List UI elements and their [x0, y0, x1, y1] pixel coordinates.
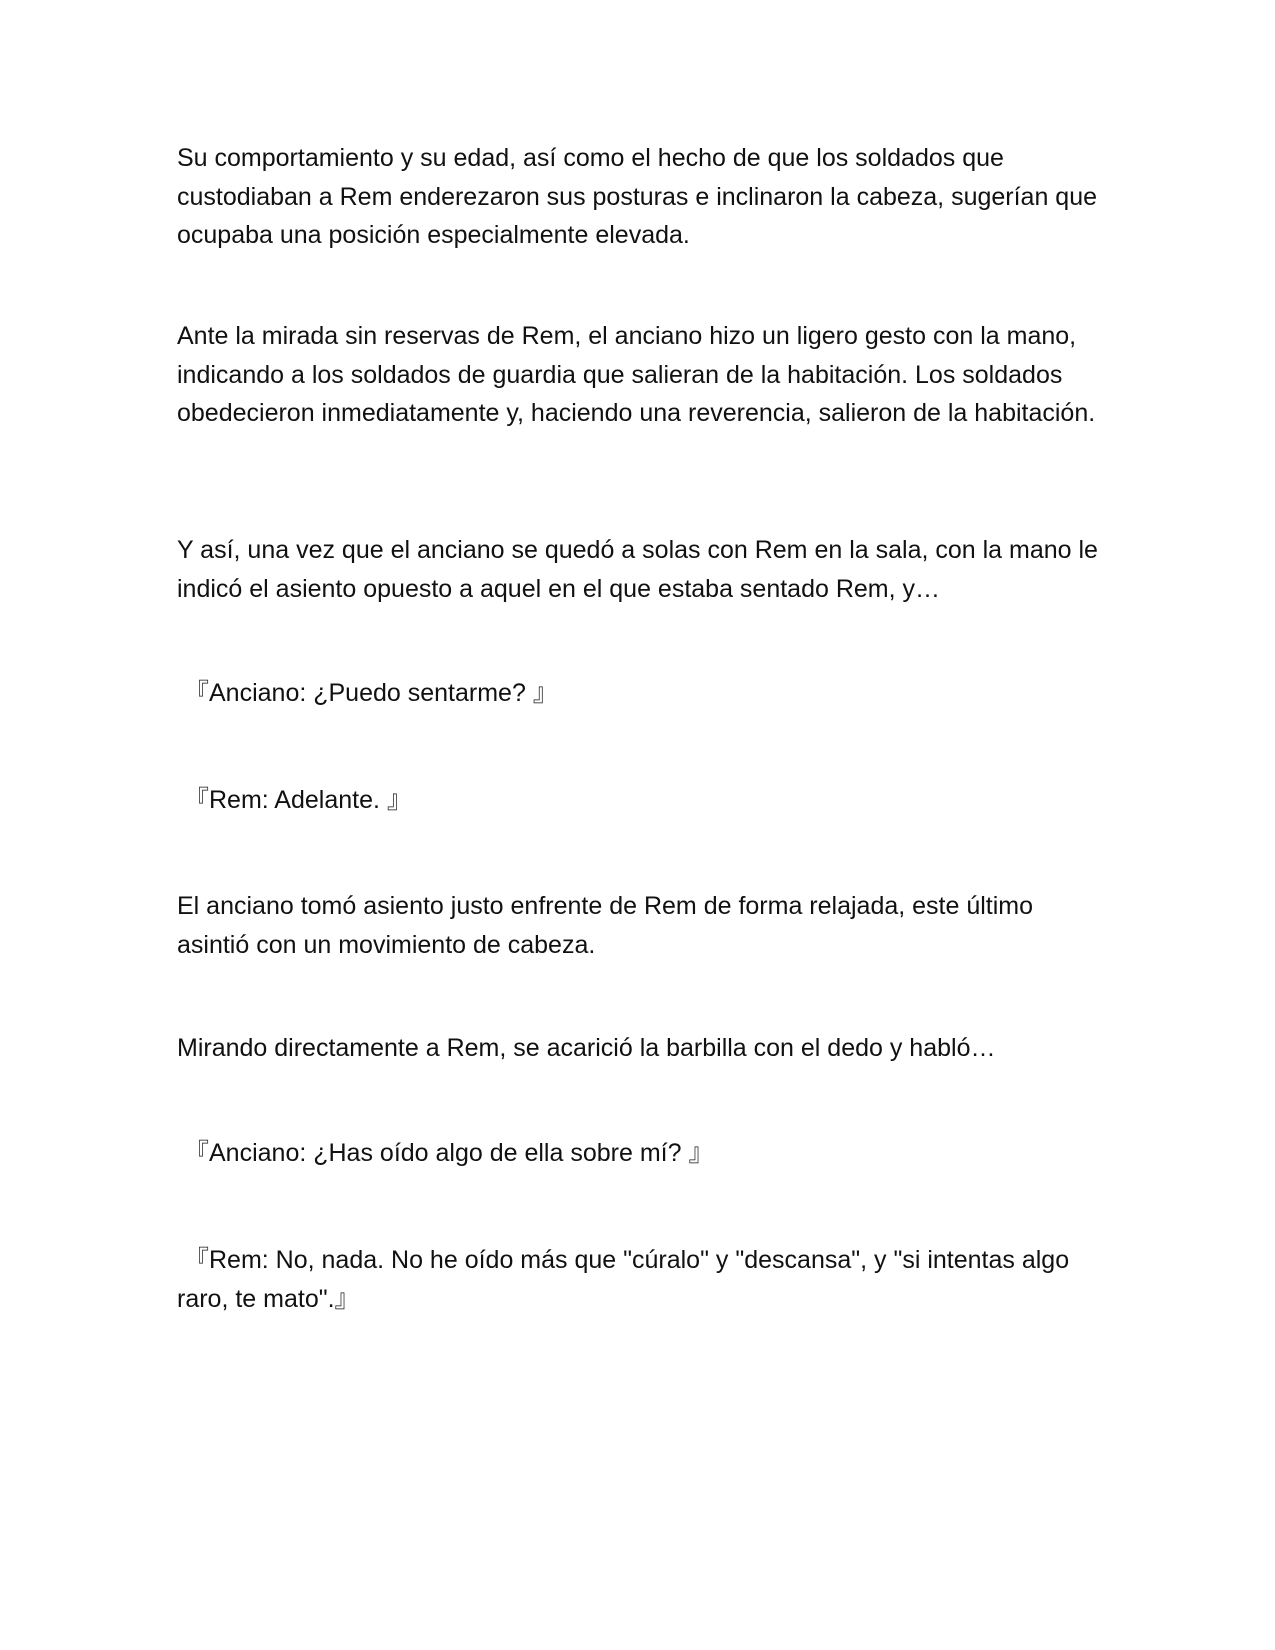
paragraph-soldiers-posture: Su comportamiento y su edad, así como el hecho de que los soldados que custodiaban a Rem enderezaron sus posturas e inclinaron la cabeza, sugerían que ocupaba una posición especialmente elevada.	[177, 144, 1104, 249]
paragraph-anciano-seated: El anciano tomó asiento justo enfrente de Rem de forma relajada, este último asintió con un movimiento de cabeza.	[177, 892, 1040, 959]
dialogue-rem-adelante: 『Rem: Adelante. 』	[184, 786, 412, 814]
paragraph-alone-with-rem: Y así, una vez que el anciano se quedó a solas con Rem en la sala, con la mano le indicó el asiento opuesto a aquel en el que estaba sentado Rem, y…	[177, 536, 1105, 603]
dialogue-anciano-sit: 『Anciano: ¿Puedo sentarme? 』	[184, 679, 558, 707]
dialogue-anciano-question: 『Anciano: ¿Has oído algo de ella sobre mí? 』	[184, 1139, 714, 1167]
paragraph-stroked-chin: Mirando directamente a Rem, se acarició la barbilla con el dedo y habló…	[177, 1034, 996, 1062]
dialogue-rem-answer: 『Rem: No, nada. No he oído más que "cúralo" y "descansa", y "si intentas algo raro, te mato".』	[177, 1246, 1077, 1313]
paragraph-guards-dismissed: Ante la mirada sin reservas de Rem, el anciano hizo un ligero gesto con la mano, indicando a los soldados de guardia que salieran de la habitación. Los soldados obedecieron inmediatamente y, haciendo una reverencia, salieron de la habitación.	[177, 322, 1096, 427]
